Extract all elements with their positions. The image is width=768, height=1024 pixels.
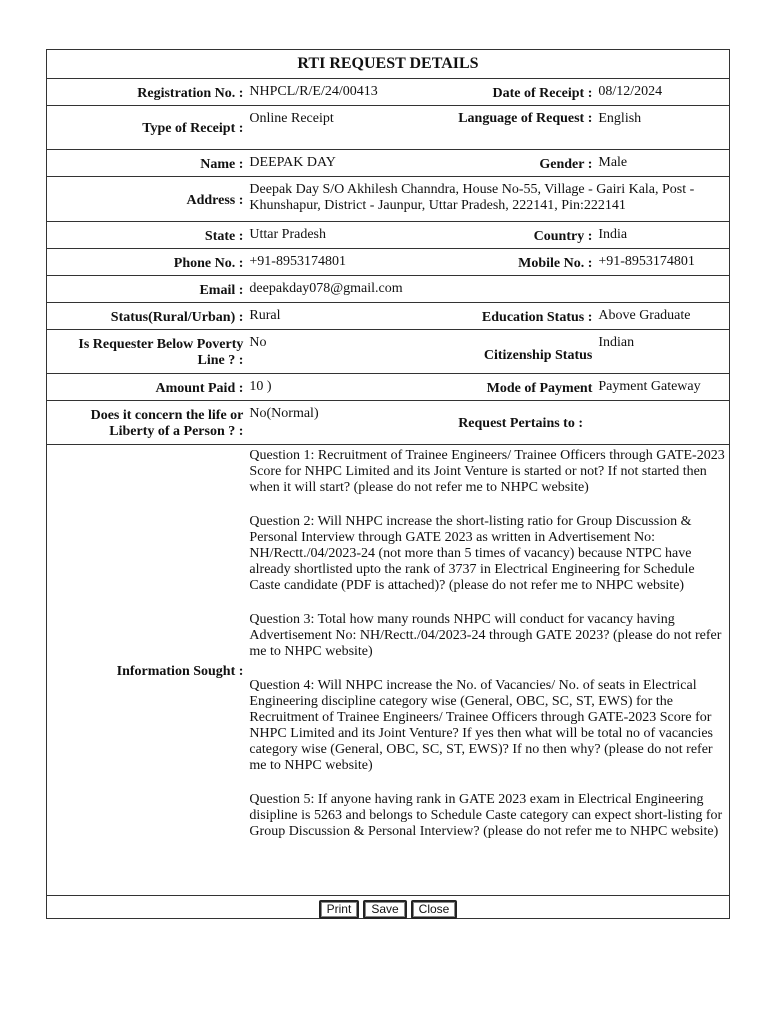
row-name: [47, 150, 729, 177]
status-value: Rural: [249, 308, 281, 323]
row-registration: [47, 79, 729, 106]
mobile-value: +91-8953174801: [598, 254, 695, 269]
save-button[interactable]: Save: [363, 900, 406, 919]
amount-label: Amount Paid :: [155, 380, 244, 396]
language-value: English: [598, 111, 642, 126]
name-label: Name :: [200, 156, 244, 172]
state-label: State :: [204, 228, 244, 244]
citizenship-label: Citizenship Status: [483, 348, 593, 363]
status-label: Status(Rural/Urban) :: [110, 309, 244, 325]
citizenship-value: Indian: [598, 335, 635, 350]
row-phone: [47, 249, 729, 276]
gender-value: Male: [598, 155, 628, 170]
payment-mode-label: Mode of Payment: [486, 380, 593, 396]
info-sought-value: [246, 445, 729, 895]
poverty-label: Is Requester Below Poverty Line ? :: [78, 337, 244, 368]
row-amount: [47, 374, 729, 401]
pertains-value: [595, 401, 729, 444]
question-3: Question 3: Total how many rounds NHPC will conduct for vacancy having Advertisement No: NH/Rectt./04/2023-24 through GATE 2023? (please do not refer me to NHPC website): [249, 612, 722, 659]
amount-value: 10 ): [249, 379, 272, 394]
question-1: Question 1: Recruitment of Trainee Engineers/ Trainee Officers through GATE-2023 Score for NHPC Limited and its Joint Venture is started or not? If not started then when it will start? (please do not refer me to NHPC website): [249, 448, 725, 495]
type-receipt-label: Type of Receipt :: [142, 121, 244, 136]
life-liberty-label: Does it concern the life or Liberty of a Person ? :: [90, 408, 244, 439]
question-4: Question 4: Will NHPC increase the No. of Vacancies/ No. of seats in Electrical Engineering discipline category wise (General, OBC, SC, ST, EWS) for the Recruitment of Trainee Engineers/ Trainee Officers through GATE-2023 Score for NHPC Limited and its Joint Venture? If yes then what will be total no of vacancies category wise (General, OBC, SC, ST, EWS)? If no then why? (please do not refer me to NHPC website): [249, 678, 714, 773]
type-receipt-value: Online Receipt: [249, 111, 334, 126]
print-button[interactable]: Print: [319, 900, 360, 919]
date-receipt-value: 08/12/2024: [598, 84, 663, 99]
gender-label: Gender :: [539, 156, 593, 172]
phone-value: +91-8953174801: [249, 254, 346, 269]
row-info-sought: [47, 445, 729, 896]
question-5: Question 5: If anyone having rank in GATE 2023 exam in Electrical Engineering disipline is 5263 and belongs to Schedule Caste category can expect short-listing for Group Discussion & Personal Interview? (please do not refer me to NHPC website): [249, 792, 723, 839]
pertains-label: Request Pertains to :: [458, 416, 583, 431]
row-type-receipt: [47, 106, 729, 150]
action-buttons: [47, 896, 729, 922]
country-value: India: [598, 227, 628, 242]
poverty-value: No: [249, 335, 267, 350]
state-value: Uttar Pradesh: [249, 227, 326, 242]
close-button[interactable]: Close: [411, 900, 458, 919]
life-liberty-value: No(Normal): [249, 406, 319, 421]
education-value: Above Graduate: [598, 308, 691, 323]
row-poverty: [47, 330, 729, 374]
language-label: Language of Request :: [458, 111, 593, 126]
page-title: RTI REQUEST DETAILS: [47, 50, 729, 79]
name-value: DEEPAK DAY: [249, 155, 336, 170]
row-status: [47, 303, 729, 330]
row-address: [47, 177, 729, 222]
email-label: Email :: [199, 282, 244, 298]
phone-label: Phone No. :: [173, 255, 244, 271]
education-label: Education Status :: [481, 309, 593, 325]
email-value: deepakday078@gmail.com: [249, 281, 403, 296]
registration-label: Registration No. :: [137, 85, 244, 101]
mobile-label: Mobile No. :: [518, 255, 593, 271]
registration-value: NHPCL/R/E/24/00413: [249, 84, 378, 99]
row-life-liberty: [47, 401, 729, 445]
country-label: Country :: [533, 228, 593, 244]
row-state: [47, 222, 729, 249]
question-2: Question 2: Will NHPC increase the short-listing ratio for Group Discussion & Personal Interview through GATE 2023 as written in Advertisement No: NH/Rectt./04/2023-24 (not more than 5 times of vacancy) because NTPC have already shortlisted upto the rank of 3737 in Electrical Engineering for Schedule Caste candidate (PDF is attached)? (please do not refer me to NHPC website): [249, 514, 695, 593]
date-receipt-label: Date of Receipt :: [492, 85, 593, 101]
address-label: Address :: [186, 192, 244, 208]
rti-request-form: [46, 49, 730, 919]
info-sought-label: Information Sought :: [116, 663, 244, 679]
row-email: [47, 276, 729, 303]
address-value: Deepak Day S/O Akhilesh Channdra, House No-55, Village - Gairi Kala, Post - Khunshapur, District - Jaunpur, Uttar Pradesh, 222141, Pin:222141: [249, 182, 695, 213]
payment-mode-value: Payment Gateway: [598, 379, 701, 394]
